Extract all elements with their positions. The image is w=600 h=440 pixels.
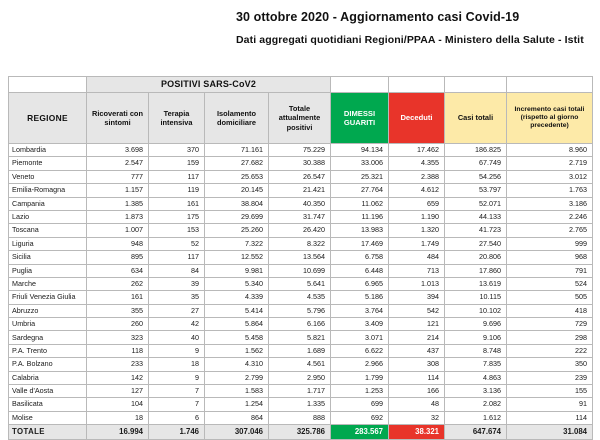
cell-deceduti: 1.190: [389, 210, 445, 223]
cell-guariti: 3.409: [331, 318, 389, 331]
table-row: [9, 344, 593, 357]
cell-incremento: 791: [507, 264, 593, 277]
cell-totale-positivi: 4.535: [269, 291, 331, 304]
cell-casi-totali: 20.806: [445, 251, 507, 264]
cell-terapia: 7: [149, 385, 205, 398]
cell-totale-positivi: 5.641: [269, 277, 331, 290]
cell-regione: Sicilia: [9, 251, 87, 264]
cell-terapia: 39: [149, 277, 205, 290]
cell-ricoverati: 127: [87, 385, 149, 398]
total-guariti: 283.567: [331, 425, 389, 440]
cell-regione: Sardegna: [9, 331, 87, 344]
cell-guariti: 11.196: [331, 210, 389, 223]
cell-terapia: 370: [149, 144, 205, 157]
cell-deceduti: 114: [389, 371, 445, 384]
table-row: [9, 264, 593, 277]
cell-casi-totali: 10.102: [445, 304, 507, 317]
table-foot: [9, 425, 593, 440]
header-incremento-cell: [507, 77, 593, 93]
table-body: [9, 144, 593, 425]
cell-casi-totali: 8.748: [445, 344, 507, 357]
cell-deceduti: 121: [389, 318, 445, 331]
cell-guariti: 33.006: [331, 157, 389, 170]
cell-terapia: 175: [149, 210, 205, 223]
cell-totale-positivi: 1.717: [269, 385, 331, 398]
cell-totale-positivi: 5.796: [269, 304, 331, 317]
cell-guariti: 3.764: [331, 304, 389, 317]
cell-incremento: 298: [507, 331, 593, 344]
cell-totale-positivi: 1.335: [269, 398, 331, 411]
table-row: [9, 318, 593, 331]
cell-guariti: 1.253: [331, 385, 389, 398]
cell-isolamento: 9.981: [205, 264, 269, 277]
table-row: [9, 251, 593, 264]
cell-guariti: 1.799: [331, 371, 389, 384]
cell-isolamento: 1.254: [205, 398, 269, 411]
cell-deceduti: 48: [389, 398, 445, 411]
cell-terapia: 18: [149, 358, 205, 371]
cell-incremento: 999: [507, 237, 593, 250]
cell-guariti: 6.622: [331, 344, 389, 357]
cell-regione: Emilia-Romagna: [9, 184, 87, 197]
cell-terapia: 9: [149, 344, 205, 357]
cell-isolamento: 1.562: [205, 344, 269, 357]
cell-guariti: 17.469: [331, 237, 389, 250]
cell-terapia: 42: [149, 318, 205, 331]
cell-ricoverati: 634: [87, 264, 149, 277]
cell-isolamento: 12.552: [205, 251, 269, 264]
cell-terapia: 6: [149, 411, 205, 424]
cell-casi-totali: 4.863: [445, 371, 507, 384]
cell-incremento: 2.246: [507, 210, 593, 223]
cell-totale-positivi: 2.950: [269, 371, 331, 384]
cell-incremento: 3.012: [507, 170, 593, 183]
cell-totale-positivi: 26.547: [269, 170, 331, 183]
cell-regione: Marche: [9, 277, 87, 290]
cell-ricoverati: 1.007: [87, 224, 149, 237]
cell-incremento: 729: [507, 318, 593, 331]
table-row: [9, 358, 593, 371]
cell-deceduti: 214: [389, 331, 445, 344]
cell-ricoverati: 104: [87, 398, 149, 411]
cell-isolamento: 7.322: [205, 237, 269, 250]
cell-totale-positivi: 8.322: [269, 237, 331, 250]
cell-regione: Liguria: [9, 237, 87, 250]
cell-ricoverati: 142: [87, 371, 149, 384]
cell-guariti: 699: [331, 398, 389, 411]
cell-casi-totali: 7.835: [445, 358, 507, 371]
cell-guariti: 692: [331, 411, 389, 424]
cell-ricoverati: 233: [87, 358, 149, 371]
cell-incremento: 968: [507, 251, 593, 264]
col-header-totale-positivi: Totale attualmente positivi: [269, 93, 331, 144]
table-row: [9, 144, 593, 157]
cell-deceduti: 17.462: [389, 144, 445, 157]
cell-guariti: 94.134: [331, 144, 389, 157]
table-header-row: [9, 93, 593, 144]
table-row: [9, 371, 593, 384]
cell-totale-positivi: 1.689: [269, 344, 331, 357]
cell-terapia: 159: [149, 157, 205, 170]
table-row: [9, 210, 593, 223]
cell-ricoverati: 118: [87, 344, 149, 357]
cell-deceduti: 32: [389, 411, 445, 424]
col-header-casi-totali: Casi totali: [445, 93, 507, 144]
cell-regione: Toscana: [9, 224, 87, 237]
cell-isolamento: 864: [205, 411, 269, 424]
table-row: [9, 277, 593, 290]
table-row: [9, 291, 593, 304]
cell-terapia: 84: [149, 264, 205, 277]
table-row: [9, 237, 593, 250]
cell-guariti: 6.448: [331, 264, 389, 277]
cell-deceduti: 542: [389, 304, 445, 317]
cell-ricoverati: 262: [87, 277, 149, 290]
cell-deceduti: 1.320: [389, 224, 445, 237]
cell-totale-positivi: 26.420: [269, 224, 331, 237]
cell-regione: P.A. Trento: [9, 344, 87, 357]
cell-terapia: 117: [149, 251, 205, 264]
cell-terapia: 52: [149, 237, 205, 250]
cell-totale-positivi: 5.821: [269, 331, 331, 344]
cell-ricoverati: 161: [87, 291, 149, 304]
col-header-ricoverati: Ricoverati con sintomi: [87, 93, 149, 144]
cell-casi-totali: 1.612: [445, 411, 507, 424]
cell-incremento: 3.186: [507, 197, 593, 210]
cell-isolamento: 4.339: [205, 291, 269, 304]
total-terapia: 1.746: [149, 425, 205, 440]
table-row: [9, 304, 593, 317]
table-row: [9, 398, 593, 411]
col-header-isolamento: Isolamento domiciliare: [205, 93, 269, 144]
cell-isolamento: 25.260: [205, 224, 269, 237]
cell-totale-positivi: 888: [269, 411, 331, 424]
cell-incremento: 1.763: [507, 184, 593, 197]
cell-casi-totali: 10.115: [445, 291, 507, 304]
cell-regione: Piemonte: [9, 157, 87, 170]
cell-incremento: 155: [507, 385, 593, 398]
cell-deceduti: 4.612: [389, 184, 445, 197]
cell-isolamento: 25.653: [205, 170, 269, 183]
table-head: [9, 77, 593, 144]
table-total-row: [9, 425, 593, 440]
cell-incremento: 2.719: [507, 157, 593, 170]
cell-deceduti: 166: [389, 385, 445, 398]
cell-casi-totali: 9.696: [445, 318, 507, 331]
cell-incremento: 239: [507, 371, 593, 384]
cell-casi-totali: 27.540: [445, 237, 507, 250]
cell-terapia: 161: [149, 197, 205, 210]
cell-isolamento: 4.310: [205, 358, 269, 371]
covid-data-table: [8, 76, 593, 440]
header-casi-totali-cell: [445, 77, 507, 93]
cell-incremento: 114: [507, 411, 593, 424]
cell-ricoverati: 1.873: [87, 210, 149, 223]
cell-incremento: 418: [507, 304, 593, 317]
table-row: [9, 385, 593, 398]
band-positivi: POSITIVI SARS-CoV2: [87, 77, 331, 93]
cell-totale-positivi: 4.561: [269, 358, 331, 371]
cell-incremento: 350: [507, 358, 593, 371]
cell-terapia: 119: [149, 184, 205, 197]
cell-incremento: 2.765: [507, 224, 593, 237]
cell-isolamento: 20.145: [205, 184, 269, 197]
total-label: TOTALE: [9, 425, 87, 440]
cell-totale-positivi: 13.564: [269, 251, 331, 264]
header-title: 30 ottobre 2020 - Aggiornamento casi Covid-19: [236, 10, 520, 24]
cell-casi-totali: 186.825: [445, 144, 507, 157]
total-ricoverati: 16.994: [87, 425, 149, 440]
cell-casi-totali: 3.136: [445, 385, 507, 398]
cell-deceduti: 484: [389, 251, 445, 264]
cell-incremento: 222: [507, 344, 593, 357]
cell-deceduti: 1.749: [389, 237, 445, 250]
cell-terapia: 9: [149, 371, 205, 384]
cell-ricoverati: 3.698: [87, 144, 149, 157]
cell-casi-totali: 41.723: [445, 224, 507, 237]
cell-deceduti: 659: [389, 197, 445, 210]
cell-regione: Friuli Venezia Giulia: [9, 291, 87, 304]
col-header-terapia-intensiva: Terapia intensiva: [149, 93, 205, 144]
cell-casi-totali: 17.860: [445, 264, 507, 277]
cell-terapia: 40: [149, 331, 205, 344]
cell-incremento: 505: [507, 291, 593, 304]
cell-deceduti: 308: [389, 358, 445, 371]
col-header-dimessi-guariti: DIMESSI GUARITI: [331, 93, 389, 144]
cell-regione: P.A. Bolzano: [9, 358, 87, 371]
cell-isolamento: 27.682: [205, 157, 269, 170]
cell-deceduti: 713: [389, 264, 445, 277]
total-isolamento: 307.046: [205, 425, 269, 440]
header-subtitle: Dati aggregati quotidiani Regioni/PPAA - Ministero della Salute - Istit: [236, 34, 584, 46]
table-row: [9, 331, 593, 344]
cell-deceduti: 437: [389, 344, 445, 357]
cell-regione: Abruzzo: [9, 304, 87, 317]
cell-totale-positivi: 21.421: [269, 184, 331, 197]
cell-isolamento: 1.583: [205, 385, 269, 398]
cell-guariti: 2.966: [331, 358, 389, 371]
cell-isolamento: 2.799: [205, 371, 269, 384]
cell-guariti: 6.965: [331, 277, 389, 290]
cell-ricoverati: 323: [87, 331, 149, 344]
cell-casi-totali: 2.082: [445, 398, 507, 411]
cell-regione: Molise: [9, 411, 87, 424]
col-header-regione: REGIONE: [9, 93, 87, 144]
cell-casi-totali: 52.071: [445, 197, 507, 210]
cell-terapia: 153: [149, 224, 205, 237]
cell-ricoverati: 260: [87, 318, 149, 331]
cell-isolamento: 5.414: [205, 304, 269, 317]
cell-regione: Umbria: [9, 318, 87, 331]
cell-regione: Lombardia: [9, 144, 87, 157]
cell-ricoverati: 2.547: [87, 157, 149, 170]
col-header-incremento: Incremento casi totali (rispetto al giorno precedente): [507, 93, 593, 144]
header-dimessi-guariti-cell: [331, 77, 389, 93]
cell-totale-positivi: 6.166: [269, 318, 331, 331]
cell-incremento: 91: [507, 398, 593, 411]
cell-ricoverati: 18: [87, 411, 149, 424]
cell-isolamento: 5.864: [205, 318, 269, 331]
col-header-deceduti: Deceduti: [389, 93, 445, 144]
covid-data-table-wrapper: [8, 76, 592, 440]
cell-ricoverati: 948: [87, 237, 149, 250]
cell-ricoverati: 777: [87, 170, 149, 183]
cell-isolamento: 29.699: [205, 210, 269, 223]
cell-guariti: 13.983: [331, 224, 389, 237]
table-row: [9, 411, 593, 424]
cell-casi-totali: 13.619: [445, 277, 507, 290]
cell-casi-totali: 54.256: [445, 170, 507, 183]
cell-regione: Campania: [9, 197, 87, 210]
cell-terapia: 27: [149, 304, 205, 317]
cell-ricoverati: 1.157: [87, 184, 149, 197]
cell-terapia: 7: [149, 398, 205, 411]
cell-deceduti: 4.355: [389, 157, 445, 170]
total-totale-positivi: 325.786: [269, 425, 331, 440]
total-incremento: 31.084: [507, 425, 593, 440]
table-row: [9, 170, 593, 183]
cell-regione: Lazio: [9, 210, 87, 223]
cell-incremento: 8.960: [507, 144, 593, 157]
cell-deceduti: 394: [389, 291, 445, 304]
table-row: [9, 197, 593, 210]
cell-guariti: 11.062: [331, 197, 389, 210]
cell-casi-totali: 67.749: [445, 157, 507, 170]
cell-terapia: 117: [149, 170, 205, 183]
header-deceduti-cell: [389, 77, 445, 93]
cell-totale-positivi: 40.350: [269, 197, 331, 210]
cell-terapia: 35: [149, 291, 205, 304]
cell-deceduti: 2.388: [389, 170, 445, 183]
cell-totale-positivi: 10.699: [269, 264, 331, 277]
cell-guariti: 5.186: [331, 291, 389, 304]
cell-incremento: 524: [507, 277, 593, 290]
cell-guariti: 27.764: [331, 184, 389, 197]
cell-casi-totali: 44.133: [445, 210, 507, 223]
cell-regione: Basilicata: [9, 398, 87, 411]
total-casi: 647.674: [445, 425, 507, 440]
cell-guariti: 25.321: [331, 170, 389, 183]
cell-ricoverati: 895: [87, 251, 149, 264]
total-deceduti: 38.321: [389, 425, 445, 440]
cell-totale-positivi: 30.388: [269, 157, 331, 170]
cell-isolamento: 5.340: [205, 277, 269, 290]
header-region: [9, 77, 87, 93]
table-row: [9, 224, 593, 237]
table-row: [9, 184, 593, 197]
cell-totale-positivi: 31.747: [269, 210, 331, 223]
cell-totale-positivi: 75.229: [269, 144, 331, 157]
table-row: [9, 157, 593, 170]
cell-regione: Calabria: [9, 371, 87, 384]
cell-casi-totali: 9.106: [445, 331, 507, 344]
cell-isolamento: 71.161: [205, 144, 269, 157]
table-band-row: [9, 77, 593, 93]
cell-regione: Puglia: [9, 264, 87, 277]
cell-regione: Veneto: [9, 170, 87, 183]
cell-guariti: 3.071: [331, 331, 389, 344]
cell-isolamento: 5.458: [205, 331, 269, 344]
document-header: [0, 0, 600, 50]
cell-deceduti: 1.013: [389, 277, 445, 290]
cell-casi-totali: 53.797: [445, 184, 507, 197]
cell-ricoverati: 355: [87, 304, 149, 317]
cell-ricoverati: 1.385: [87, 197, 149, 210]
cell-isolamento: 38.804: [205, 197, 269, 210]
cell-regione: Valle d'Aosta: [9, 385, 87, 398]
cell-guariti: 6.758: [331, 251, 389, 264]
